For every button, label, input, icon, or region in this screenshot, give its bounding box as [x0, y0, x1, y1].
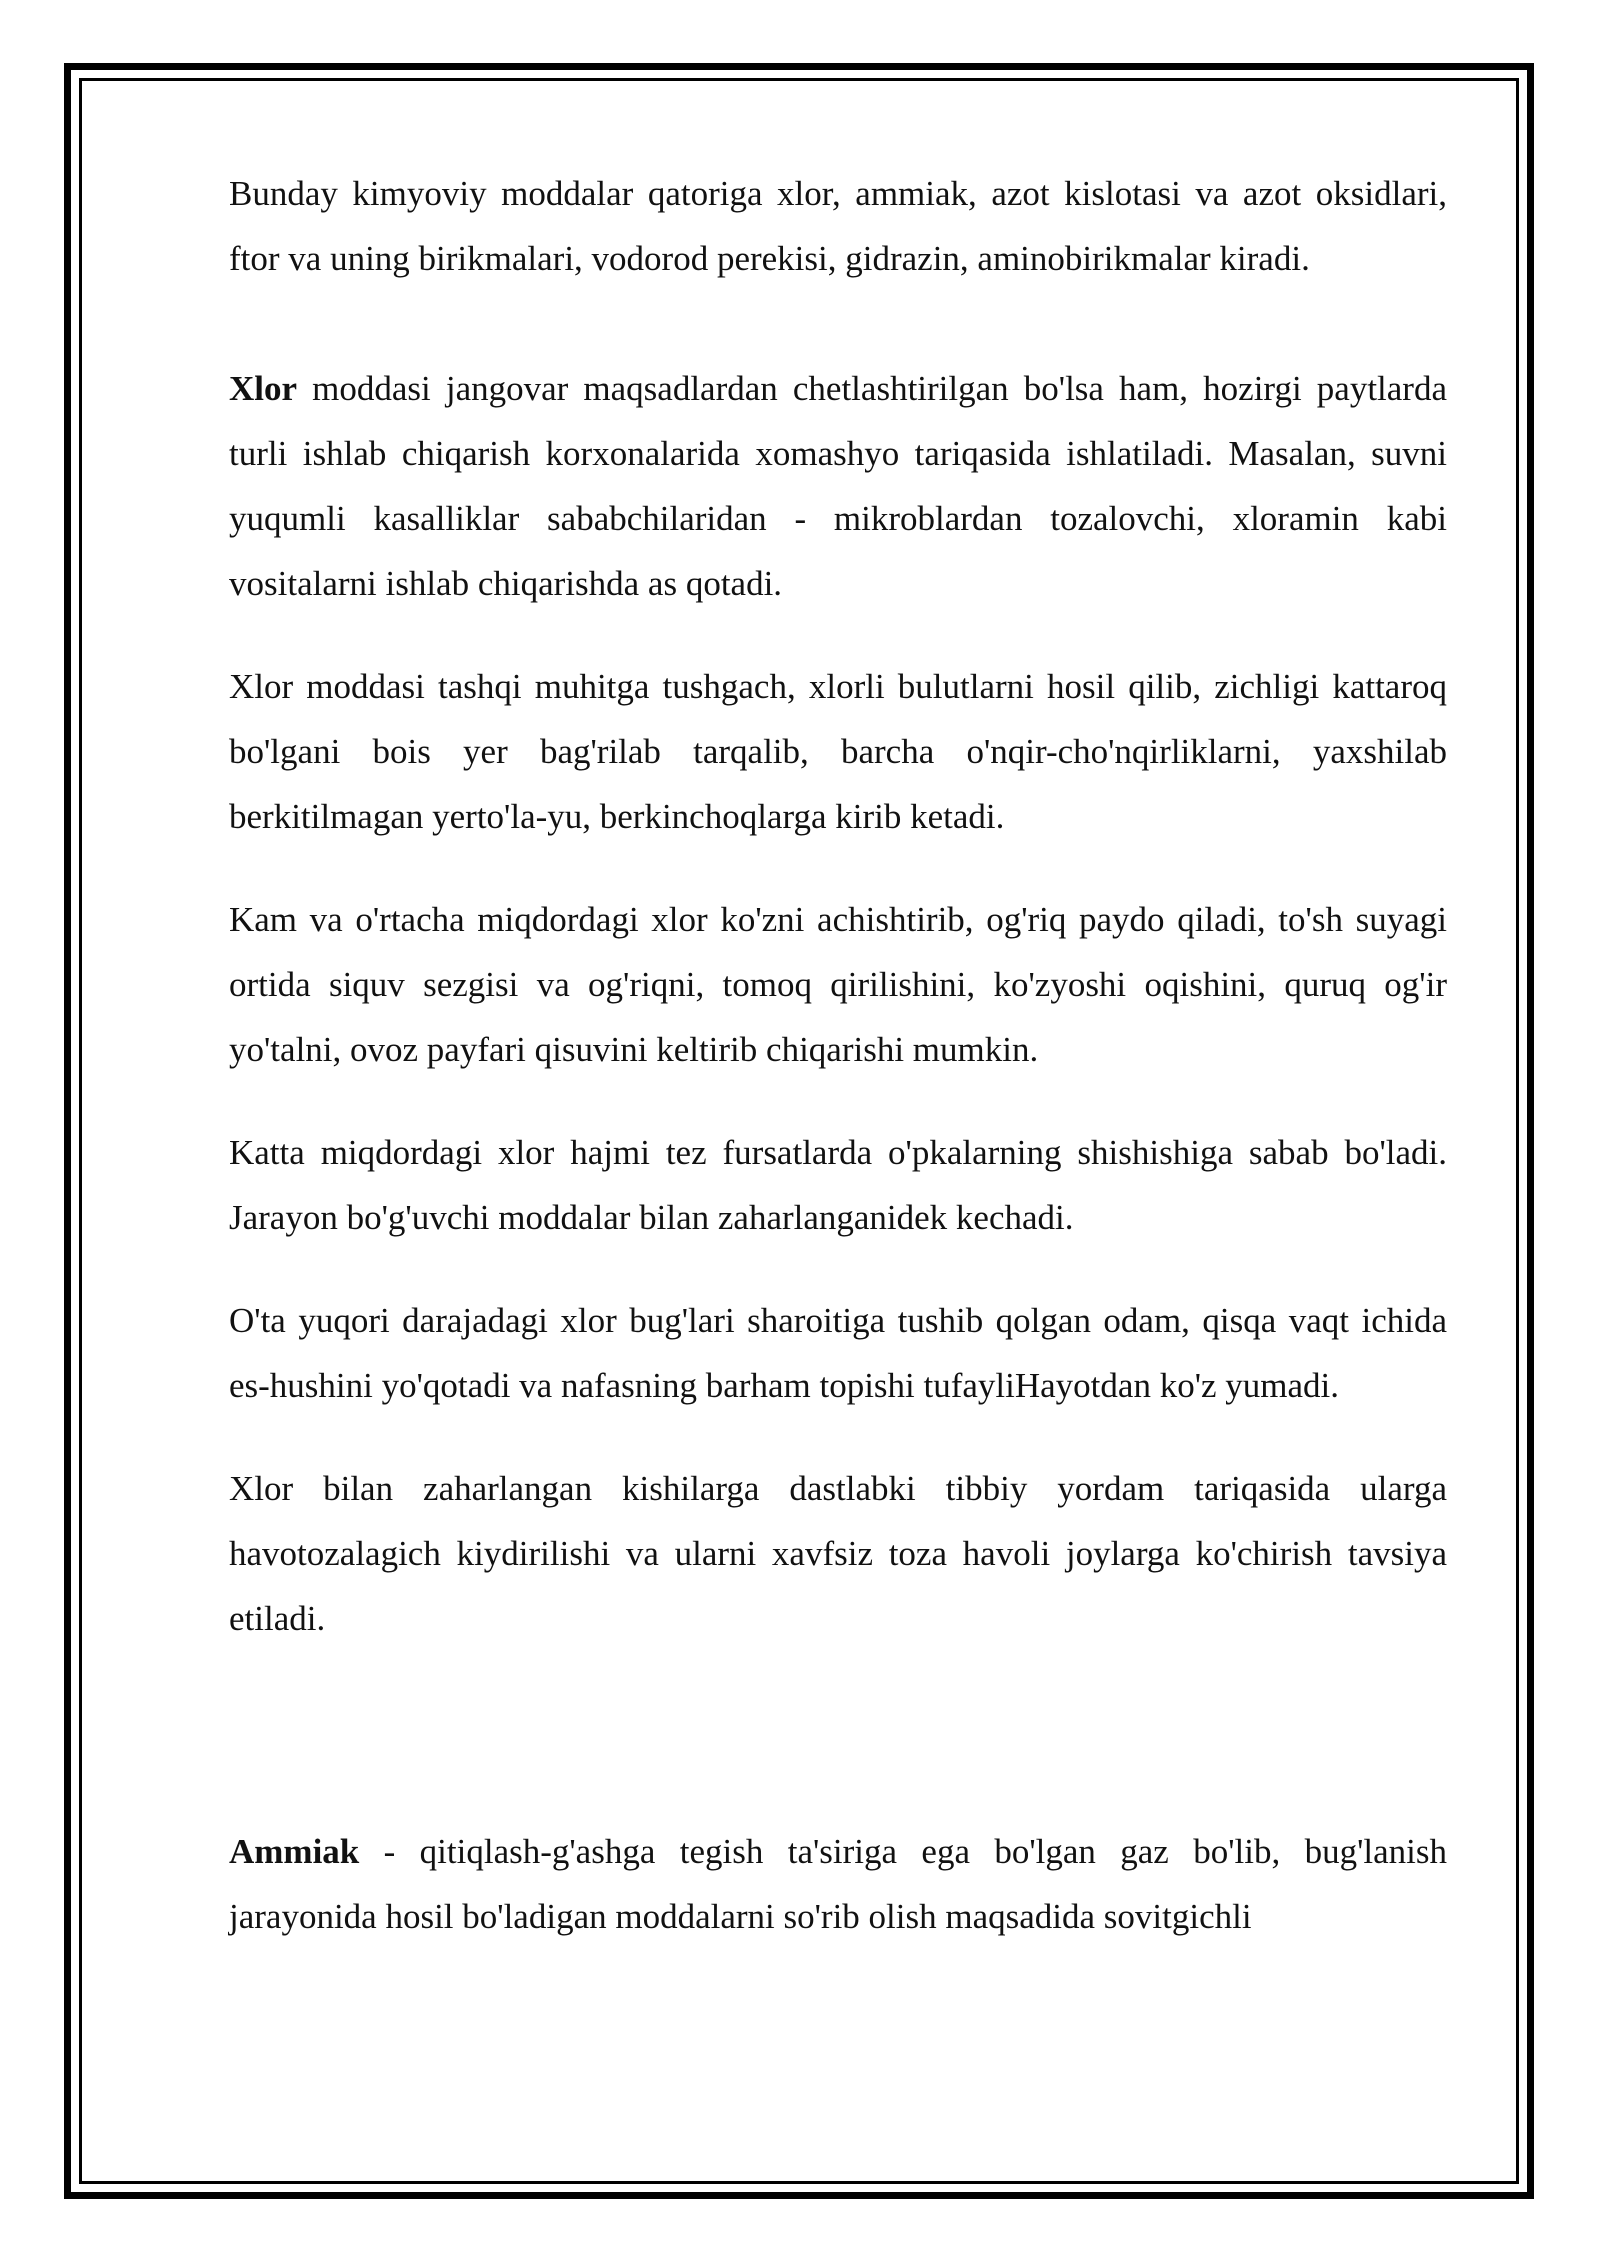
paragraph-text: Kam va o'rtacha miqdordagi xlor ko'zni achishtirib, og'riq paydo qiladi, to'sh suyagi ortida siquv sezgisi va og'riqni, tomoq qirilishini, ko'zyoshi oqishini, quruq og'ir yo'talni, ovoz payfari qisuvini keltirib chiqarishi mumkin.	[229, 900, 1447, 1069]
paragraph-symptoms	[229, 887, 1447, 1082]
paragraph-text: Katta miqdordagi xlor hajmi tez fursatlarda o'pkalarning shishishiga sabab bo'ladi. Jarayon bo'g'uvchi moddalar bilan zaharlanganidek kechadi.	[229, 1133, 1447, 1237]
paragraph-text: Bunday kimyoviy moddalar qatoriga xlor, ammiak, azot kislotasi va azot oksidlari, ftor va uning birikmalari, vodorod perekisi, gidrazin, aminobirikmalar kiradi.	[229, 174, 1447, 278]
paragraph-xlor	[229, 356, 1447, 616]
paragraph-text: - qitiqlash-g'ashga tegish ta'siriga ega bo'lgan gaz bo'lib, bug'lanish jarayonida hosil bo'ladigan moddalarni so'rib olish maqsadida sovitgichli	[229, 1832, 1447, 1936]
paragraph-text: moddasi jangovar maqsadlardan chetlashtirilgan bo'lsa ham, hozirgi paytlarda turli ishlab chiqarish korxonalarida xomashyo tariqasida ishlatiladi. Masalan, suvni yuqumli kasalliklar sababchilaridan - mikroblardan tozalovchi, xloramin kabi vositalarni ishlab chiqarishda as qotadi.	[229, 369, 1447, 603]
document-body	[229, 161, 1447, 1949]
paragraph-text: O'ta yuqori darajadagi xlor bug'lari sharoitiga tushib qolgan odam, qisqa vaqt ichida es-hushini yo'qotadi va nafasning barham topishi tufayliHayotdan ko'z yumadi.	[229, 1301, 1447, 1405]
term-ammiak: Ammiak	[229, 1832, 360, 1871]
paragraph-text: Xlor moddasi tashqi muhitga tushgach, xlorli bulutlarni hosil qilib, zichligi kattaroq bo'lgani bois yer bag'rilab tarqalib, barcha o'nqir-cho'nqirliklarni, yaxshilab berkitilmagan yerto'la-yu, berkinchoqlarga kirib ketadi.	[229, 667, 1447, 836]
paragraph-text: Xlor bilan zaharlangan kishilarga dastlabki tibbiy yordam tariqasida ularga havotozalagich kiydirilishi va ularni xavfsiz toza havoli joylarga ko'chirish tavsiya etiladi.	[229, 1469, 1447, 1638]
paragraph-high-concentration	[229, 1288, 1447, 1418]
paragraph-spread	[229, 654, 1447, 849]
paragraph-large-dose	[229, 1120, 1447, 1250]
paragraph-ammiak	[229, 1819, 1447, 1949]
term-xlor: Xlor	[229, 369, 298, 408]
paragraph-first-aid	[229, 1456, 1447, 1651]
paragraph-intro	[229, 161, 1447, 291]
